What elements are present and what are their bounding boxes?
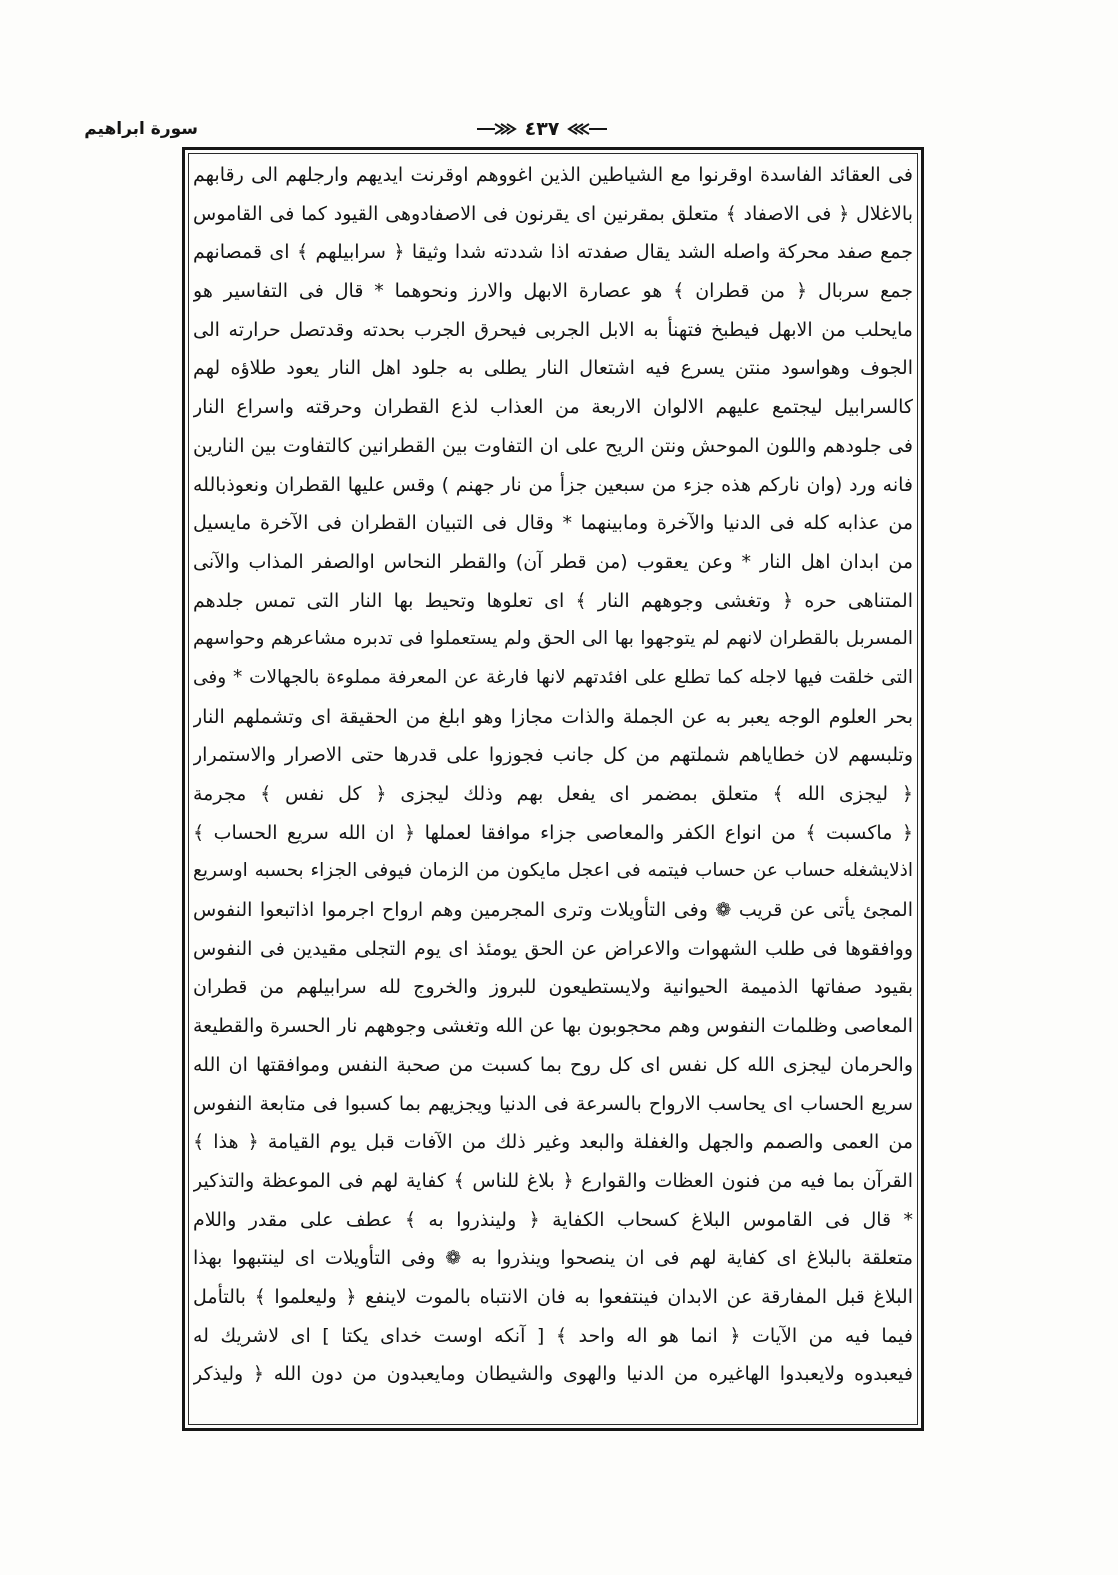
text-line: المتناهى حره ﴿ وتغشى وجوههم النار ﴾ اى تعلوها وتحيط بها النار التى تمس جلدهم [193,589,913,612]
text-line: من ابدان اهل النار * وعن يعقوب (من قطر آن) والقطر النحاس اوالصفر المذاب والآنى [193,550,913,573]
page-number: ٤٣٧ [524,118,560,140]
running-header-surah-name: سورة ابراهيم [84,119,198,139]
text-line: من العمى والصمم والجهل والغفلة والبعد وغير ذلك من الآفات قبل يوم القيامة ﴿ هذا ﴾ [193,1131,913,1154]
text-line: المجئ يأتى عن قريب ❁ وفى التأويلات وترى المجرمين وهم ارواح اجرموا اذاتبعوا النفوس [193,899,913,922]
text-line: وتلبسهم لان خطاياهم شملتهم من كل جانب فجوزوا على قدرها حتى الاصرار والاستمرار [193,744,913,767]
body-text-block [193,156,913,1394]
text-line: فى جلودهم واللون الموحش ونتن الريح على ان التفاوت بين القطرانين كالتفاوت بين النارين [193,434,913,457]
text-line: الجوف وهواسود منتن يسرع فيه اشتعال النار يطلى به جلود اهل النار يعود طلاؤه لهم [193,357,913,380]
text-line: بحر العلوم الوجه يعبر به عن الجملة والذات مجازا وهو ابلغ من الحقيقة اى وتشملهم النار [193,705,913,728]
text-line: التى خلقت فيها لاجله كما تطلع على افئدتهم لانها فارغة عن المعرفة مملوءة بالجهالات * وفى [193,666,913,688]
text-line: فيما فيه من الآيات ﴿ انما هو اله واحد ﴾ [ آنكه اوست خداى يكتا ] اى لاشريك له [193,1324,913,1347]
text-line: سريع الحساب اى يحاسب الارواح بالسرعة فى الدنيا ويجزيهم بما كسبوا فى متابعة النفوس [193,1092,913,1115]
text-line: اذلايشغله حساب عن حساب فيتمه فى اعجل مايكون من الزمان فيوفى الجزاء بحسبه اوسريع [193,860,913,882]
text-line: بالاغلال ﴿ فى الاصفاد ﴾ متعلق بمقرنين اى يقرنون فى الاصفادوهى القيود كما فى القاموس [193,202,913,225]
text-line: البلاغ قبل المفارقة عن الابدان فينتفعوا به فان الانتباه بالموت لاينفع ﴿ وليعلموا ﴾ بالتأمل [193,1285,913,1308]
text-line: فى العقائد الفاسدة اوقرنوا مع الشياطين الذين اغووهم اوقرنت ايديهم وارجلهم الى رقابهم [193,164,913,186]
text-line: فيعبدوه ولايعبدوا الهاغيره من الدنيا والهوى والشيطان ومايعبدون من دون الله ﴿ وليذكر [193,1363,913,1386]
text-line: جمع سربال ﴿ من قطران ﴾ هو عصارة الابهل والارز ونحوهما * قال فى التفاسير هو [193,280,913,303]
text-line: بقيود صفاتها الذميمة الحيوانية ولايستطيعون للبروز والخروج لله سرابيلهم من قطران [193,976,913,999]
text-line: مايحلب من الابهل فيطبخ فتهنأ به الابل الجربى فيحرق الجرب بحدته وقدتصل حرارته الى [193,318,913,341]
text-line: * قال فى القاموس البلاغ كسحاب الكفاية ﴿ ولينذروا به ﴾ عطف على مقدر واللام [193,1208,913,1231]
text-line: كالسرابيل ليجتمع عليهم الالوان الاربعة من العذاب لذع القطران وحرقته واسراع النار [193,396,913,419]
text-line: المسربل بالقطران لانهم لم يتوجهوا بها الى الحق ولم يستعملوا فى تدبره مشاعرهم وحواسهم [193,628,913,650]
text-line: جمع صفد محركة واصله الشد يقال صفدته اذا شددته شدا وثيقا ﴿ سرابيلهم ﴾ اى قمصانهم [193,241,913,264]
text-line: فانه ورد (وان ناركم هذه جزء من سبعين جزأ من نار جهنم ) وقس عليها القطران ونعوذبالله [193,473,913,496]
ornament-right-icon [565,122,607,136]
text-line: ووافقوها فى طلب الشهوات والاعراض عن الحق يومئذ اى يوم التجلى مقيدين فى النفوس [193,937,913,960]
text-line: متعلقة بالبلاغ اى كفاية لهم فى ان ينصحوا وينذروا به ❁ وفى التأويلات اى لينتبهوا بهذا [193,1247,913,1270]
text-line: المعاصى وظلمات النفوس وهم محجوبون بها عن الله وتغشى وجوههم نار الحسرة والقطيعة [193,1015,913,1038]
page-number-group [462,114,622,144]
ornament-left-icon [477,122,519,136]
text-line: ﴿ ماكسبت ﴾ من انواع الكفر والمعاصى جزاء موافقا لعملها ﴿ ان الله سريع الحساب ﴾ [193,821,913,844]
text-line: ﴿ ليجزى الله ﴾ متعلق بمضمر اى يفعل بهم وذلك ليجزى ﴿ كل نفس ﴾ مجرمة [193,783,913,805]
text-line: والحرمان ليجزى الله كل نفس اى كل روح بما كسبت من صحبة النفس وموافقتها ان الله [193,1053,913,1076]
text-line: من عذابه كله فى الدنيا والآخرة ومابينهما * وقال فى التبيان القطران فى الآخرة مايسيل [193,512,913,535]
text-line: القرآن بما فيه من فنون العظات والقوارع ﴿ بلاغ للناس ﴾ كفاية لهم فى الموعظة والتذكير [193,1169,913,1192]
